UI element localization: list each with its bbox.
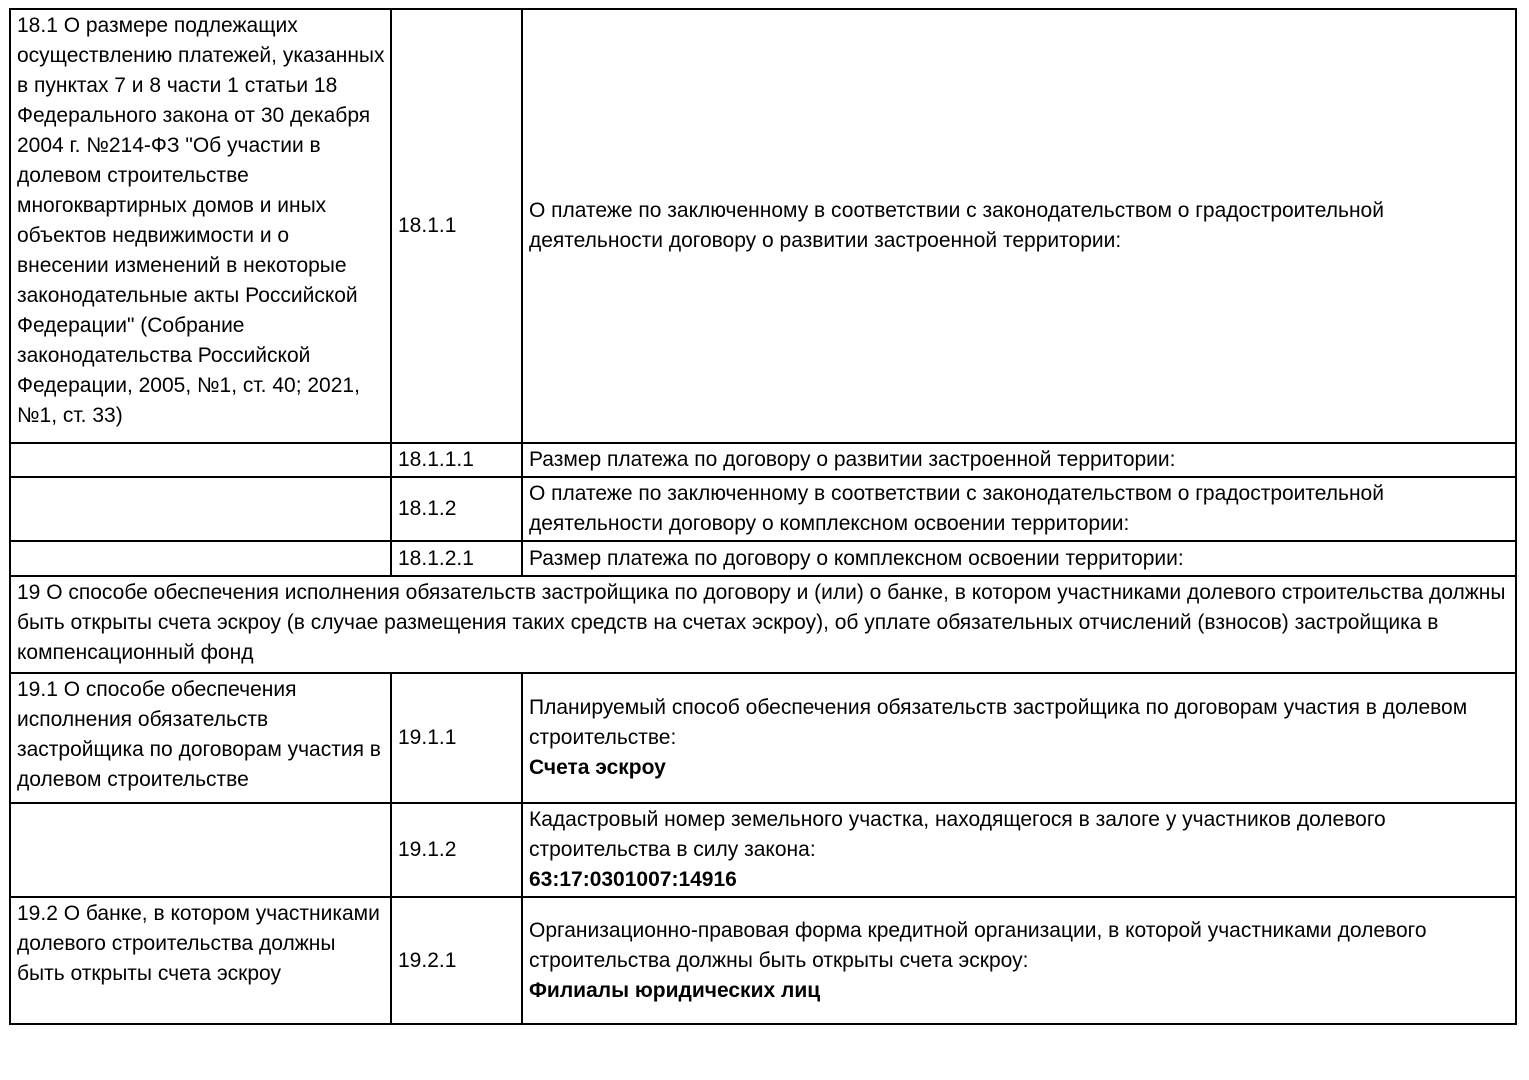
row-desc-cell [522, 9, 1516, 443]
row-desc-cell [522, 897, 1516, 1024]
row-desc-cell [522, 443, 1516, 477]
row-value: 63:17:0301007:14916 [529, 868, 737, 891]
row-number-cell: 18.1.2.1 [391, 541, 522, 576]
row-desc: Размер платежа по договору о развитии застроенной территории: [529, 448, 1176, 471]
section-header-cell: 19 О способе обеспечения исполнения обязательств застройщика по договору и (или) о банке, в котором участниками долевого строительства должны быть открыты счета эскроу (в случае размещения таких средств на счетах эскроу), об уплате обязательных отчислений (взносов) застройщика в компенсационный фонд [10, 576, 1516, 673]
row-desc: О платеже по заключенному в соответствии с законодательством о градостроительной деятельности договору о комплексном освоении территории: [529, 482, 1384, 535]
row-topic-cell [10, 803, 391, 897]
row-topic-cell: 18.1 О размере подлежащих осуществлению платежей, указанных в пунктах 7 и 8 части 1 статьи 18 Федерального закона от 30 декабря 2004 г. №214-ФЗ "Об участии в долевом строительстве многоквартирных домов и иных объектов недвижимости и о внесении изменений в некоторые законодательные акты Российской Федерации" (Собрание законодательства Российской Федерации, 2005, №1, ст. 40; 2021, №1, ст. 33) [10, 9, 391, 443]
table-row-19-1-2 [10, 803, 1516, 897]
table-row-18-1-1-1 [10, 443, 1516, 477]
row-number-cell: 18.1.1 [391, 9, 522, 443]
row-topic-cell: 19.2 О банке, в котором участниками долевого строительства должны быть открыты счета эскроу [10, 897, 391, 1024]
section-row-19 [10, 576, 1516, 673]
row-topic-cell [10, 541, 391, 576]
row-desc-cell [522, 541, 1516, 576]
row-desc: Размер платежа по договору о комплексном освоении территории: [529, 546, 1184, 570]
row-topic-cell: 19.1 О способе обеспечения исполнения обязательств застройщика по договорам участия в долевом строительстве [10, 673, 391, 803]
table-row-18-1-2 [10, 477, 1516, 541]
row-desc-cell [522, 803, 1516, 897]
row-value: Счета эскроу [529, 756, 666, 779]
row-desc: Планируемый способ обеспечения обязательств застройщика по договорам участия в долевом строительстве: [529, 696, 1468, 749]
row-number-cell: 19.2.1 [391, 897, 522, 1024]
row-desc-cell [522, 673, 1516, 803]
declaration-table [9, 8, 1517, 1025]
row-number-cell: 19.1.2 [391, 803, 522, 897]
row-desc-cell [522, 477, 1516, 541]
row-desc: О платеже по заключенному в соответствии с законодательством о градостроительной деятельности договору о развитии застроенной территории: [529, 199, 1384, 252]
table-row-19-1 [10, 673, 1516, 803]
row-desc: Организационно-правовая форма кредитной организации, в которой участниками долевого строительства должны быть открыты счета эскроу: [529, 918, 1427, 972]
row-topic-cell [10, 443, 391, 477]
row-desc: Кадастровый номер земельного участка, находящегося в залоге у участников долевого строительства в силу закона: [529, 808, 1386, 861]
row-number-cell: 18.1.2 [391, 477, 522, 541]
table-row-19-2 [10, 897, 1516, 1024]
row-topic-cell [10, 477, 391, 541]
row-value: Филиалы юридических лиц [529, 978, 821, 1002]
row-number-cell: 18.1.1.1 [391, 443, 522, 477]
row-number-cell: 19.1.1 [391, 673, 522, 803]
table-row-18-1 [10, 9, 1516, 443]
table-row-18-1-2-1 [10, 541, 1516, 576]
